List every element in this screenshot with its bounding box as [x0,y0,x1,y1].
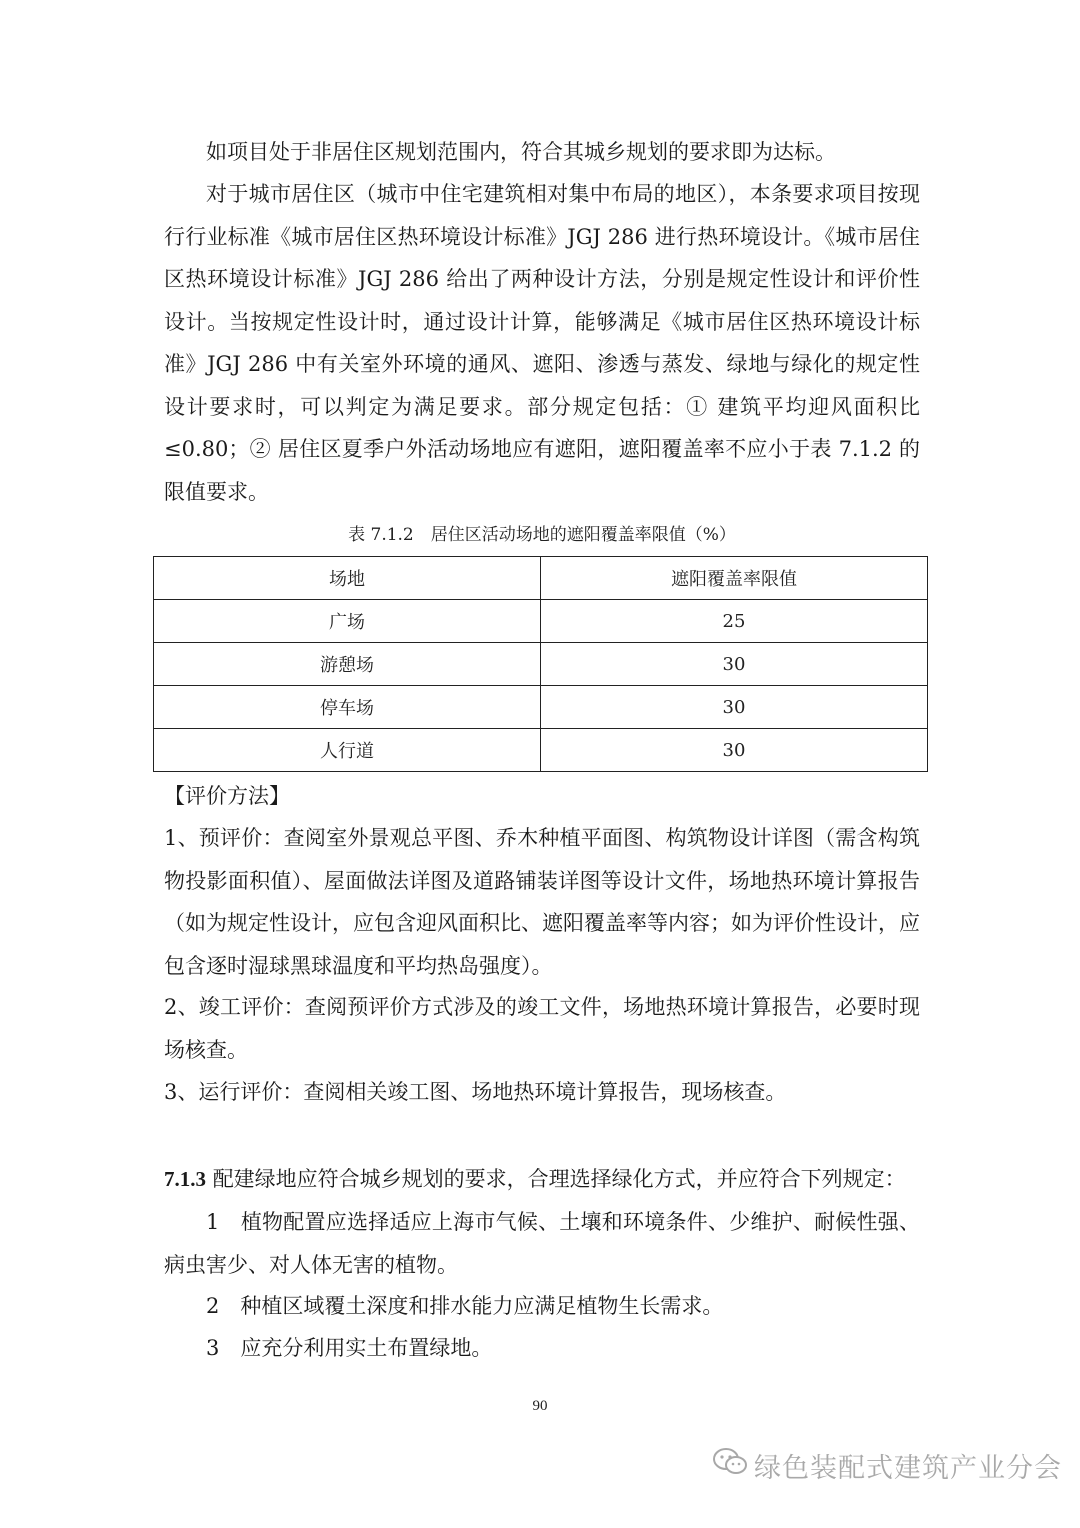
table-row [154,729,928,772]
table-cell: 广场 [154,600,541,643]
table-header-cell: 场地 [154,557,541,600]
table-row [154,600,928,643]
table-cell: 30 [541,686,928,729]
table-cell: 30 [541,643,928,686]
evaluation-item-2: 2、竣工评价：查阅预评价方式涉及的竣工文件，场地热环境计算报告，必要时现场核查。 [164,995,920,1062]
evaluation-item-3: 3、运行评价：查阅相关竣工图、场地热环境计算报告，现场核查。 [164,1080,787,1104]
table-cell: 人行道 [154,729,541,772]
watermark [712,1438,1062,1492]
clause-7-1-3 [164,1158,920,1201]
wechat-icon [712,1447,748,1484]
table-cell: 停车场 [154,686,541,729]
clause-text: 配建绿地应符合城乡规划的要求，合理选择绿化方式，并应符合下列规定： [212,1167,906,1191]
clause-item-1: 1 植物配置应选择适应上海市气候、土壤和环境条件、少维护、耐候性强、病虫害少、对人体无害的植物。 [164,1210,920,1277]
table-row [154,686,928,729]
shading-coverage-table [153,556,928,772]
clause-item-2: 2 种植区域覆土深度和排水能力应满足植物生长需求。 [206,1294,724,1318]
evaluation-heading: 【评价方法】 [164,784,290,808]
table-header-row [154,557,928,600]
clause-number: 7.1.3 [164,1167,206,1191]
table-cell: 25 [541,600,928,643]
table-header-cell: 遮阳覆盖率限值 [541,557,928,600]
table-cell: 游憩场 [154,643,541,686]
table-row [154,643,928,686]
paragraph-1: 如项目处于非居住区规划范围内，符合其城乡规划的要求即为达标。 [206,140,836,164]
evaluation-item-1: 1、预评价：查阅室外景观总平图、乔木种植平面图、构筑物设计详图（需含构筑物投影面积值）、屋面做法详图及道路铺装详图等设计文件，场地热环境计算报告（如为规定性设计，应包含迎风面积比、遮阳覆盖率等内容；如为评价性设计，应包含逐时湿球黑球温度和平均热岛强度）。 [164,826,920,978]
watermark-text: 绿色装配式建筑产业分会 [754,1452,1062,1484]
page-number: 90 [532,1398,548,1414]
table-cell: 30 [541,729,928,772]
paragraph-2: 对于城市居住区（城市中住宅建筑相对集中布局的地区），本条要求项目按现行行业标准《城市居住区热环境设计标准》JGJ 286 进行热环境设计。《城市居住区热环境设计标准》JGJ 286 给出了两种设计方法，分别是规定性设计和评价性设计。当按规定性设计时，通过设计计算，能够满足《城市居住区热环境设计标准》JGJ 286 中有关室外环境的通风、遮阳、渗透与蒸发、绿地与绿化的规定性设计要求时，可以判定为满足要求。部分规定包括：① 建筑平均迎风面积比≤0.80；② 居住区夏季户外活动场地应有遮阳，遮阳覆盖率不应小于表 7.1.2 的限值要求。 [164,182,920,504]
clause-item-3: 3 应充分利用实土布置绿地。 [206,1336,493,1360]
table-caption: 表 7.1.2 居住区活动场地的遮阳覆盖率限值（%） [348,525,736,545]
